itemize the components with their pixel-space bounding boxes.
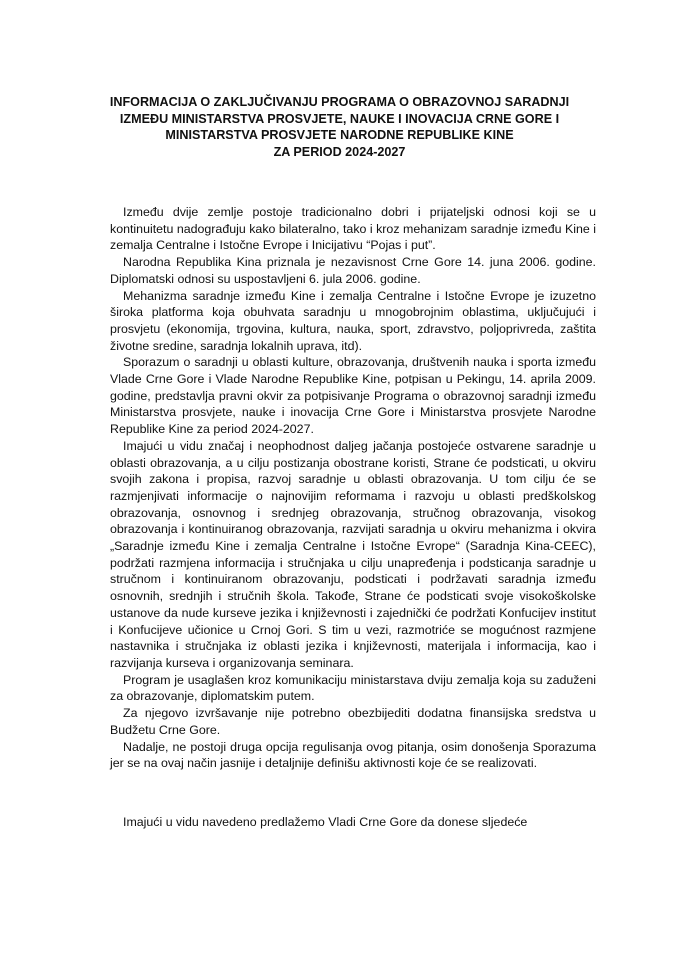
title-line-4: ZA PERIOD 2024-2027 (273, 144, 406, 159)
closing-sentence: Imajući u vidu navedeno predlažemo Vladi Crne Gore da donese sljedeće (123, 815, 528, 829)
title-line-2: IZMEĐU MINISTARSTVA PROSVJETE, NAUKE I INOVACIJA CRNE GORE I (119, 111, 560, 126)
title-line-1: INFORMACIJA O ZAKLJUČIVANJU PROGRAMA O OBRAZOVNOJ SARADNJI (109, 95, 570, 109)
document-title (80, 94, 599, 160)
paragraph-cooperation-mechanism: Mehanizma saradnje između Kine i zemalja Centralne i Istočne Evrope je izuzetno široka platforma koja obuhvata saradnju u mnogobrojnim oblastima, uključujući i prosvjetu (ekonomija, trgovina, kultura, nauka, sport, zdravstvo, poljoprivreda, zaštita životne sredine, saradnja lokalnih uprava, itd). (110, 288, 596, 353)
paragraph-agreement: Sporazum o saradnji u oblasti kulture, obrazovanja, društvenih nauka i sporta između Vlade Crne Gore i Vlade Narodne Republike Kine, potpisan u Pekingu, 14. aprila 2009. godine, predstavlja pravni okvir za potpisivanje Programa o obrazovnoj saradnji između Ministarstva prosvjete, nauke i inovacija Crne Gore i Ministarstva prosvjete Narodne Republike Kine za period 2024-2027. (110, 355, 596, 437)
paragraph-program-agreed: Program je usaglašen kroz komunikaciju ministarstava dviju zemalja koja su zaduženi za obrazovanje, diplomatskim putem. (110, 672, 596, 704)
paragraph-relations: Između dvije zemlje postoje tradicionalno dobri i prijateljski odnosi koji se u kontinuitetu nadograđuju kako bilateralno, tako i kroz mehanizam saradnje između Kine i zemalja Centralne i Istočne Evrope i Inicijativu “Pojas i put”. (110, 205, 596, 253)
paragraph-education-cooperation: Imajući u vidu značaj i neophodnost daljeg jačanja postojeće ostvarene saradnje u oblasti obrazovanja, a u cilju postizanja obostrane koristi, Strane će podsticati, u okviru svojih zakona i propisa, razvoj saradnje u oblasti obrazovanja. U tom cilju će se razmjenjivati informacije o najnovijim reformama i razvoju u oblasti predškolskog obrazovanja, osnovnog i srednjeg obrazovanja, stručnog obrazovanja, visokog obrazovanja i kontinuiranog obrazovanja, razvijati saradnja u okviru mehanizma i okvira „Saradnje između Kine i zemalja Centralne i Istočne Evrope“ (Saradnja Kina-CEEC), podržati razmjena informacija i stručnjaka u cilju unapređenja i podsticanja saradnje u stručnom i kontinuiranom obrazovanju, podsticati i podržavati saradnja između osnovnih, srednjih i stručnih škola. Takođe, Strane će podsticati svoje visokoškolske ustanove da nude kurseve jezika i književnosti i zajednički će podržati Konfucijev institut i Konfucijeve učionice u Crnoj Gori. S tim u vezi, razmotriće se mogućnost razmjene nastavnika i stručnjaka iz oblasti jezika i književnosti, materijala i informacija, kao i razvijanja kurseva i organizovanja seminara. (110, 438, 596, 670)
paragraph-funding: Za njegovo izvršavanje nije potrebno obezbijediti dodatna finansijska sredstva u Budžetu Crne Gore. (110, 706, 596, 737)
title-line-3: MINISTARSTVA PROSVJETE NARODNE REPUBLIKE KINE (165, 128, 514, 142)
paragraph-no-other-option: Nadalje, ne postoji druga opcija regulisanja ovog pitanja, osim donošenja Sporazuma jer se na ovaj način jasnije i detaljnije definišu aktivnosti koje će se realizovati. (110, 739, 596, 771)
paragraph-recognition: Narodna Republika Kina priznala je nezavisnost Crne Gore 14. juna 2006. godine. Diplomatski odnosi su uspostavljeni 6. jula 2006. godine. (110, 255, 596, 286)
document-body (110, 204, 596, 772)
